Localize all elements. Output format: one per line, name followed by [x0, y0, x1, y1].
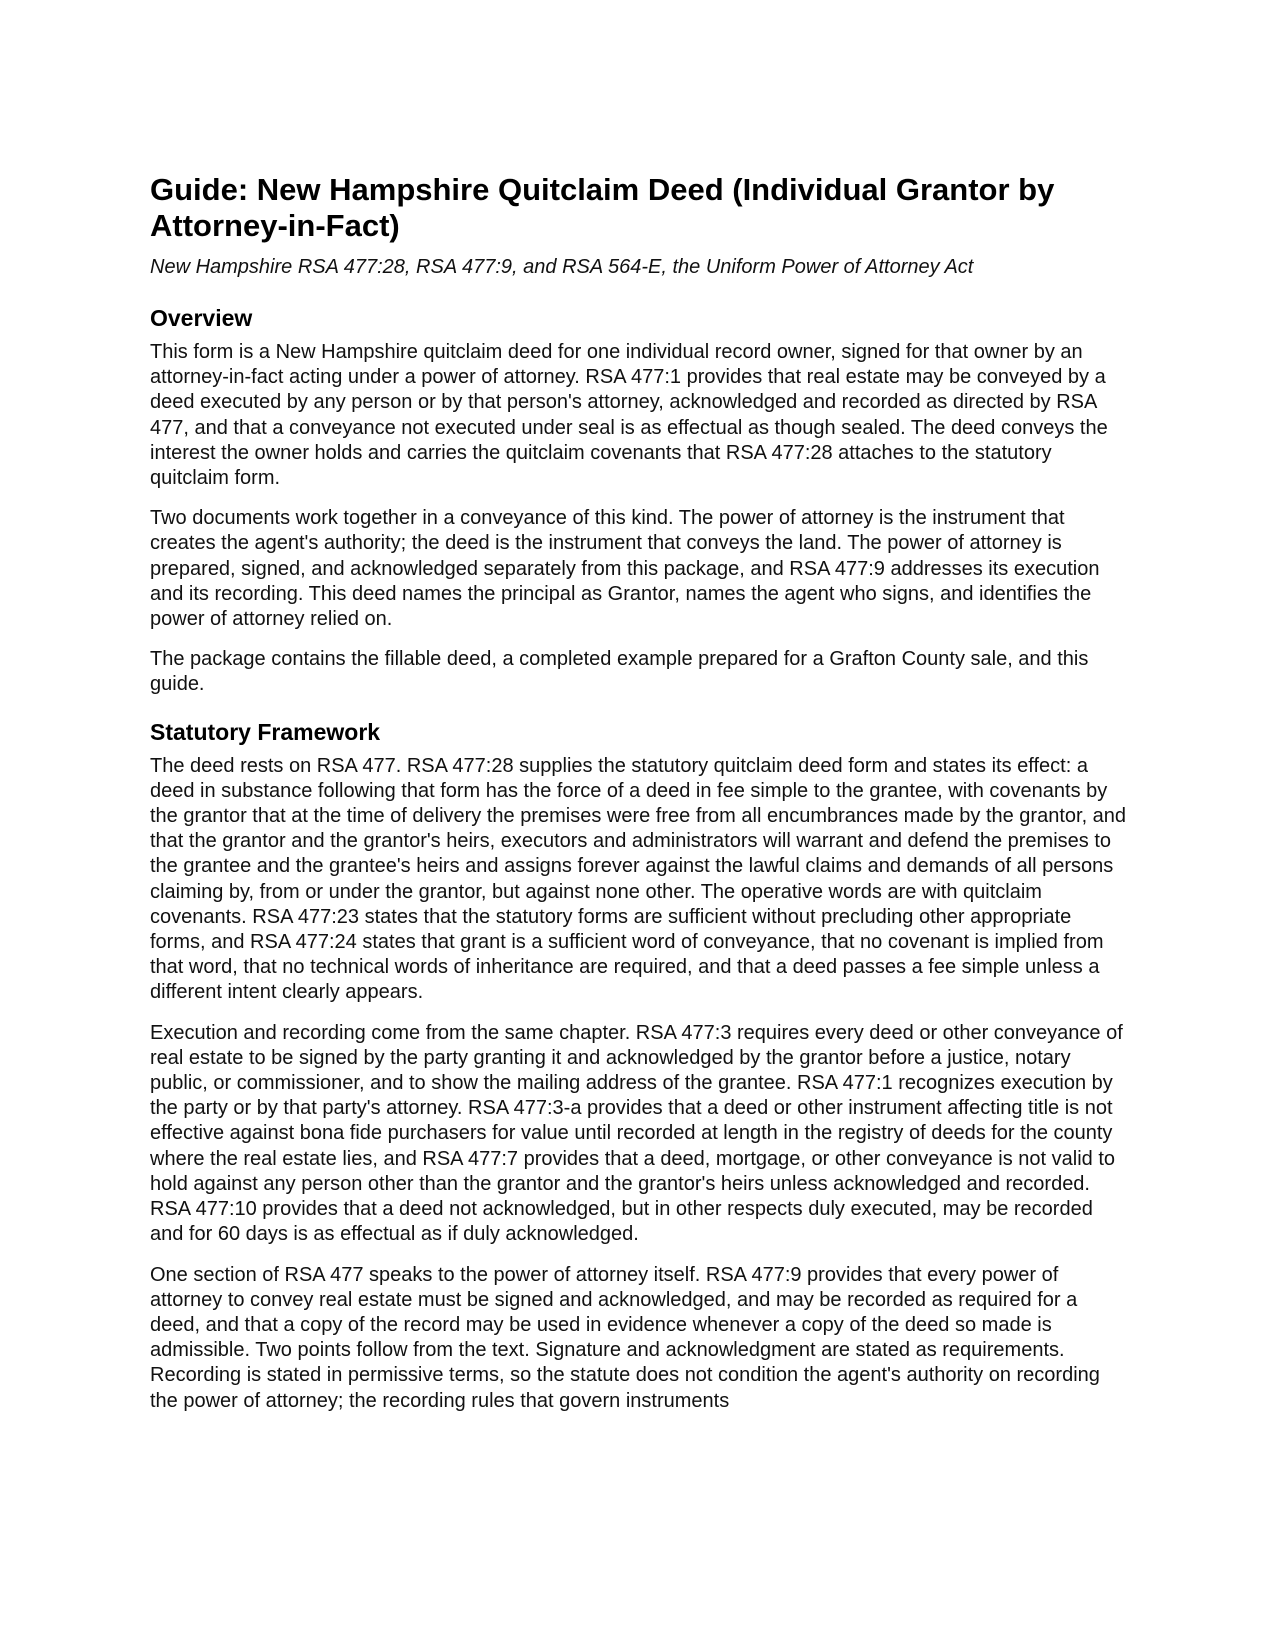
paragraph: One section of RSA 477 speaks to the power of attorney itself. RSA 477:9 provides that every power of attorney to convey real estate must be signed and acknowledged, and may be recorded as required for a deed, and that a copy of the record may be used in evidence whenever a copy of the deed so made is admissible. Two points follow from the text. Signature and acknowledgment are stated as requirements. Recording is stated in permissive terms, so the statute does not condition the agent's authority on recording the power of attorney; the recording rules that govern instruments: [150, 1263, 1100, 1412]
paragraph: The package contains the fillable deed, a completed example prepared for a Grafton County sale, and this guide.: [150, 648, 1089, 696]
paragraph: Execution and recording come from the same chapter. RSA 477:3 requires every deed or other conveyance of real estate to be signed by the party granting it and acknowledged by the grantor before a justice, notary public, or commissioner, and to show the mailing address of the grantee. RSA 477:1 recognizes execution by the party or by that party's attorney. RSA 477:3-a provides that a deed or other instrument affecting title is not effective against bona fide purchasers for value until recorded at length in the registry of deeds for the county where the real estate lies, and RSA 477:7 provides that a deed, mortgage, or other conveyance is not valid to hold against any person other than the grantor and the grantor's heirs unless acknowledged and recorded. RSA 477:10 provides that a deed not acknowledged, but in other respects duly executed, may be recorded and for 60 days is as effectual as if duly acknowledged.: [150, 1021, 1123, 1246]
document-title: Guide: New Hampshire Quitclaim Deed (Individual Grantor by Attorney-in-Fact): [150, 172, 1055, 243]
paragraph: Two documents work together in a conveyance of this kind. The power of attorney is the instrument that creates the agent's authority; the deed is the instrument that conveys the land. The power of attorney is prepared, signed, and acknowledged separately from this package, and RSA 477:9 addresses its execution and its recording. This deed names the principal as Grantor, names the agent who signs, and identifies the power of attorney relied on.: [150, 507, 1100, 631]
paragraph: This form is a New Hampshire quitclaim deed for one individual record owner, signed for that owner by an attorney-in-fact acting under a power of attorney. RSA 477:1 provides that real estate may be conveyed by a deed executed by any person or by that person's attorney, acknowledged and recorded as directed by RSA 477, and that a conveyance not executed under seal is as effectual as though sealed. The deed conveys the interest the owner holds and carries the quitclaim covenants that RSA 477:28 attaches to the statutory quitclaim form.: [150, 341, 1108, 490]
section-heading: Statutory Framework: [150, 718, 381, 745]
section-statutory-framework: [150, 718, 1128, 1414]
section-overview: [150, 304, 1128, 698]
document-subtitle: New Hampshire RSA 477:28, RSA 477:9, and RSA 564-E, the Uniform Power of Attorney Act: [150, 256, 974, 278]
paragraph: The deed rests on RSA 477. RSA 477:28 supplies the statutory quitclaim deed form and states its effect: a deed in substance following that form has the force of a deed in fee simple to the grantee, with covenants by the grantor that at the time of delivery the premises were free from all encumbrances made by the grantor, and that the grantor and the grantor's heirs, executors and administrators will warrant and defend the premises to the grantee and the grantee's heirs and assigns forever against the lawful claims and demands of all persons claiming by, from or under the grantor, but against none other. The operative words are with quitclaim covenants. RSA 477:23 states that the statutory forms are sufficient without precluding other appropriate forms, and RSA 477:24 states that grant is a sufficient word of conveyance, that no covenant is implied from that word, that no technical words of inheritance are required, and that a deed passes a fee simple unless a different intent clearly appears.: [150, 754, 1127, 1004]
section-heading: Overview: [150, 305, 253, 331]
document-page: [150, 172, 1128, 1434]
